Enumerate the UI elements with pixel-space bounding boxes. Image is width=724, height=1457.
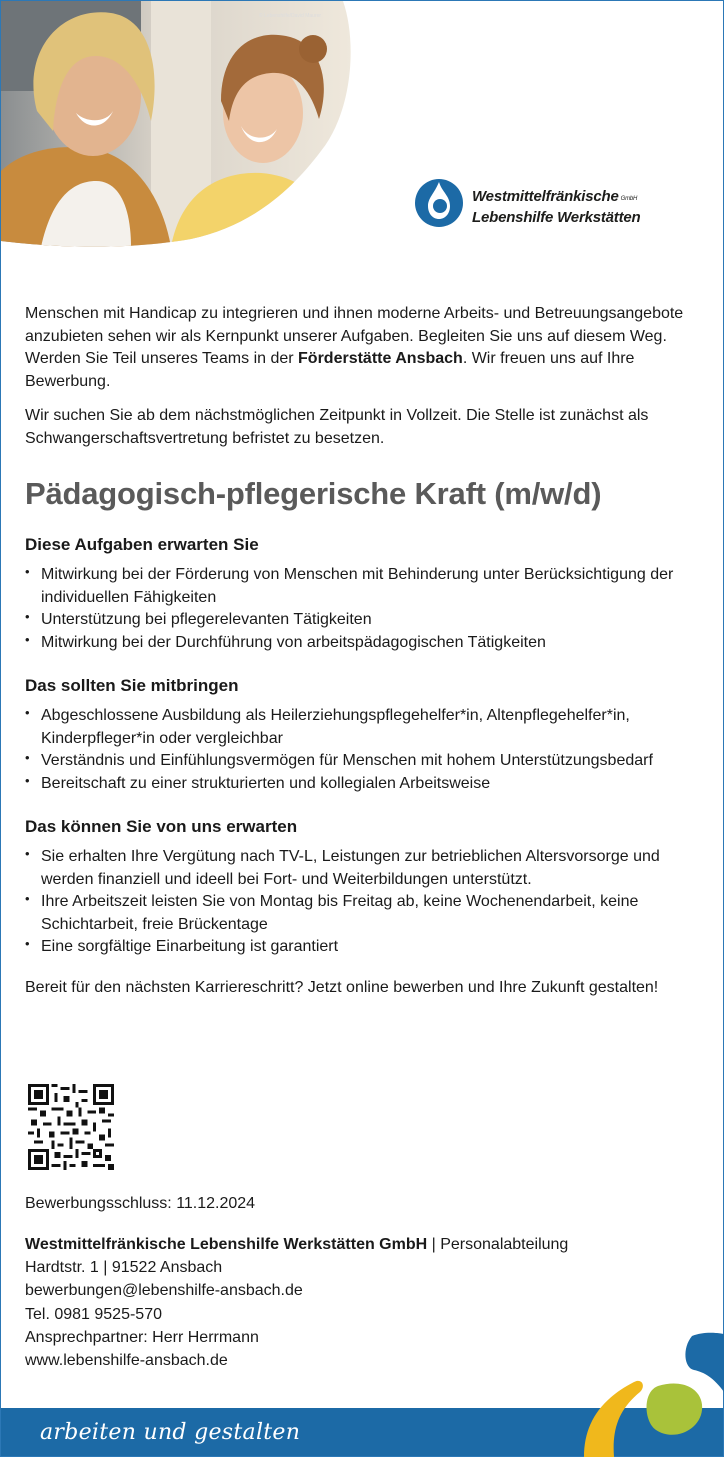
section-benefits (25, 816, 700, 959)
contact-company: Westmittelfränkische Lebenshilfe Werkstätten GmbH (25, 1236, 428, 1253)
contact-phone[interactable]: Tel. 0981 9525-570 (25, 1305, 162, 1323)
list-item: • Ihre Arbeitszeit leisten Sie von Montag bis Freitag ab, keine Wochenendarbeit, keine Schichtarbeit, freie Brückentage (25, 891, 700, 936)
section-heading: Das können Sie von uns erwarten (25, 817, 298, 836)
intro-location: Förderstätte Ansbach (298, 350, 463, 367)
logo-wordmark (472, 188, 641, 227)
intro-text-end: . Wir freuen uns auf Ihre Bewerbung. (25, 350, 635, 390)
contact-block (25, 1233, 568, 1372)
company-logo (412, 176, 672, 232)
contact-website[interactable]: www.lebenshilfe-ansbach.de (25, 1352, 228, 1370)
employment-paragraph: Wir suchen Sie ab dem nächstmöglichen Zeitpunkt in Vollzeit. Die Stelle ist zunächst als Schwangerschaftsvertretung befristet zu besetzen. (25, 407, 649, 447)
footer-slogan: arbeiten und gestalten (40, 1420, 301, 1445)
benefits-list (25, 846, 700, 959)
application-deadline: Bewerbungsschluss: 11.12.2024 (25, 1195, 256, 1212)
main-content (25, 303, 700, 999)
list-item: • Eine sorgfältige Einarbeitung ist garantiert (25, 936, 700, 959)
list-item: • Unterstützung bei pflegerelevanten Tätigkeiten (25, 609, 700, 632)
logo-line2: Lebenshilfe Werkstätten (472, 209, 641, 226)
contact-department: | Personalabteilung (427, 1236, 569, 1253)
list-item: • Abgeschlossene Ausbildung als Heilerziehungspflegehelfer*in, Altenpflegehelfer*in, Kinderpfleger*in oder vergleichbar (25, 705, 700, 750)
hero-photo (1, 1, 353, 247)
list-item: • Mitwirkung bei der Förderung von Menschen mit Behinderung unter Berücksichtigung der individuellen Fähigkeiten (25, 564, 700, 609)
contact-company-line (25, 1233, 568, 1256)
section-requirements (25, 675, 700, 795)
list-item: • Bereitschaft zu einer strukturierten und kollegialen Arbeitsweise (25, 773, 700, 796)
closing-paragraph: Bereit für den nächsten Karriereschritt? Jetzt online bewerben und Ihre Zukunft gestalten! (25, 978, 659, 996)
logo-line1: Westmittelfränkische (472, 188, 619, 205)
intro-paragraph (25, 303, 700, 393)
qr-code[interactable] (28, 1084, 114, 1170)
list-item: • Verständnis und Einfühlungsvermögen für Menschen mit hohem Unterstützungsbedarf (25, 750, 700, 773)
photo-credit: © Lebenshilfe/David Maurer (259, 13, 322, 19)
section-heading: Diese Aufgaben erwarten Sie (25, 535, 259, 554)
list-item: • Sie erhalten Ihre Vergütung nach TV-L, Leistungen zur betrieblichen Altersvorsorge und werden finanziell und ideell bei Fort- und Weiterbildungen unterstützt. (25, 846, 700, 891)
requirements-list (25, 705, 700, 795)
contact-email[interactable]: bewerbungen@lebenshilfe-ansbach.de (25, 1282, 303, 1300)
list-item: • Mitwirkung bei der Durchführung von arbeitspädagogischen Tätigkeiten (25, 632, 700, 655)
decorative-shapes-icon (574, 1330, 724, 1457)
section-tasks (25, 534, 700, 654)
lebenshilfe-logo-icon (412, 176, 468, 232)
logo-gmbh: GmbH (620, 196, 638, 202)
contact-address: Hardtstr. 1 | 91522 Ansbach (25, 1259, 223, 1277)
job-title: Pädagogisch-pflegerische Kraft (m/w/d) (25, 476, 602, 511)
section-heading: Das sollten Sie mitbringen (25, 676, 239, 695)
task-list (25, 564, 700, 654)
intro-text: Menschen mit Handicap zu integrieren und ihnen moderne Arbeits- und Betreuungsangebote anzubieten sehen wir als Kernpunkt unserer Aufgaben. Begleiten Sie uns auf diesem Weg. Werden Sie Teil unseres Teams in der (25, 305, 684, 367)
contact-person: Ansprechpartner: Herr Herrmann (25, 1328, 259, 1346)
